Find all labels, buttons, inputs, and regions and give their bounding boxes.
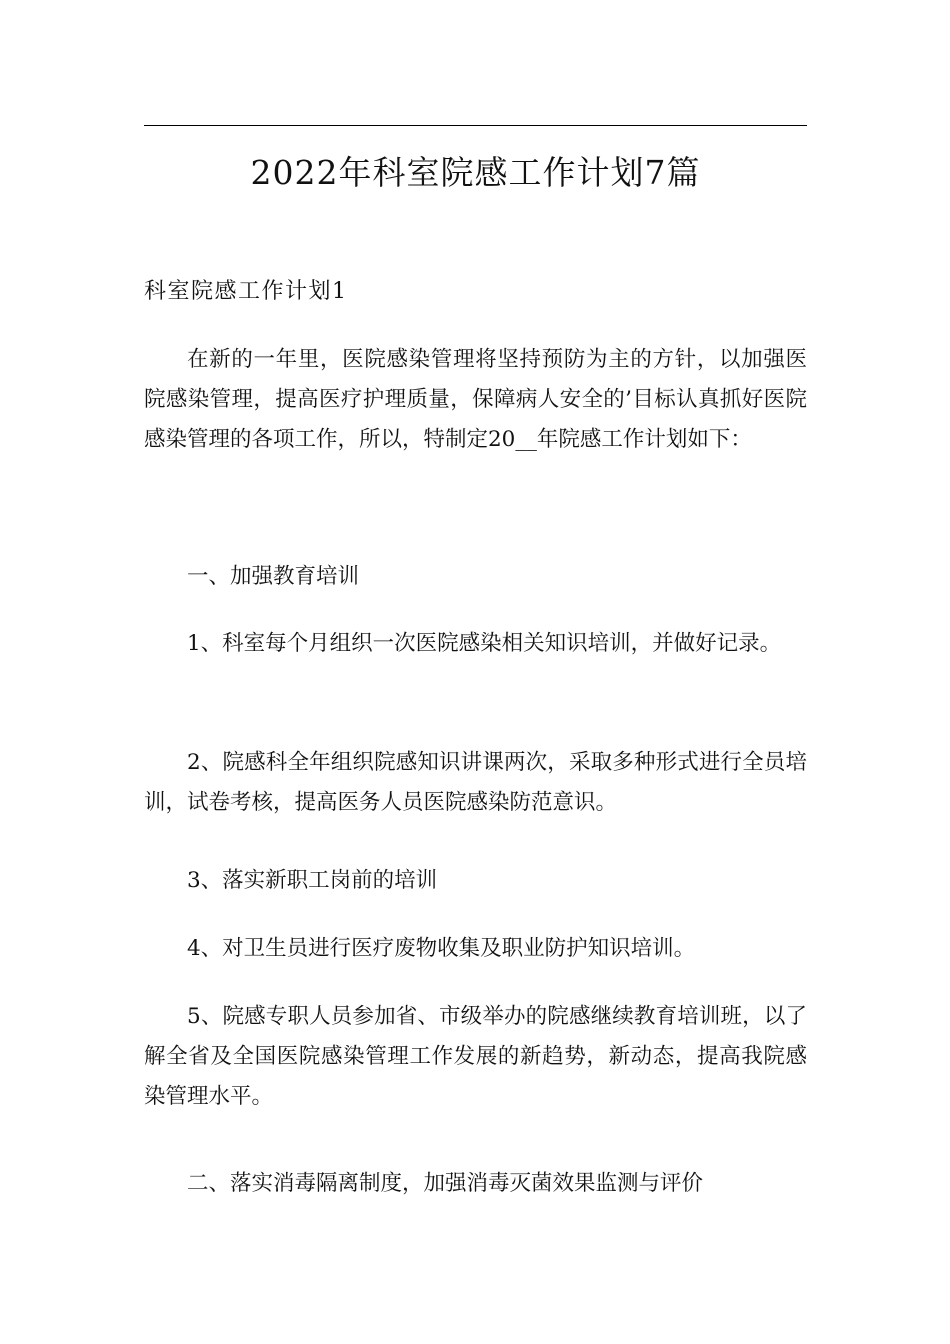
- paragraph-intro: 在新的一年里，医院感染管理将坚持预防为主的方针，以加强医院感染管理，提高医疗护理质量，保障病人安全的’目标认真抓好医院感染管理的各项工作，所以，特制定20__年院感工作计划如下：: [144, 347, 807, 452]
- paragraph-item-4: 4、对卫生员进行医疗废物收集及职业防护知识培训。: [187, 936, 696, 961]
- paragraph-item-3: 3、落实新职工岗前的培训: [187, 868, 438, 893]
- section-heading: 科室院感工作计划1: [144, 279, 348, 304]
- document-title: 2022年科室院感工作计划7篇: [250, 153, 701, 192]
- paragraph-heading-disinfection: 二、落实消毒隔离制度，加强消毒灭菌效果监测与评价: [187, 1171, 704, 1196]
- header-rule: [144, 125, 807, 126]
- paragraph-heading-training: 一、加强教育培训: [187, 564, 360, 589]
- paragraph-item-1: 1、科室每个月组织一次医院感染相关知识培训，并做好记录。: [187, 631, 782, 656]
- paragraph-item-2: 2、院感科全年组织院感知识讲课两次，采取多种形式进行全员培训，试卷考核，提高医务人员医院感染防范意识。: [144, 750, 807, 815]
- paragraph-item-5: 5、院感专职人员参加省、市级举办的院感继续教育培训班，以了解全省及全国医院感染管理工作发展的新趋势，新动态，提高我院感染管理水平。: [144, 1004, 807, 1109]
